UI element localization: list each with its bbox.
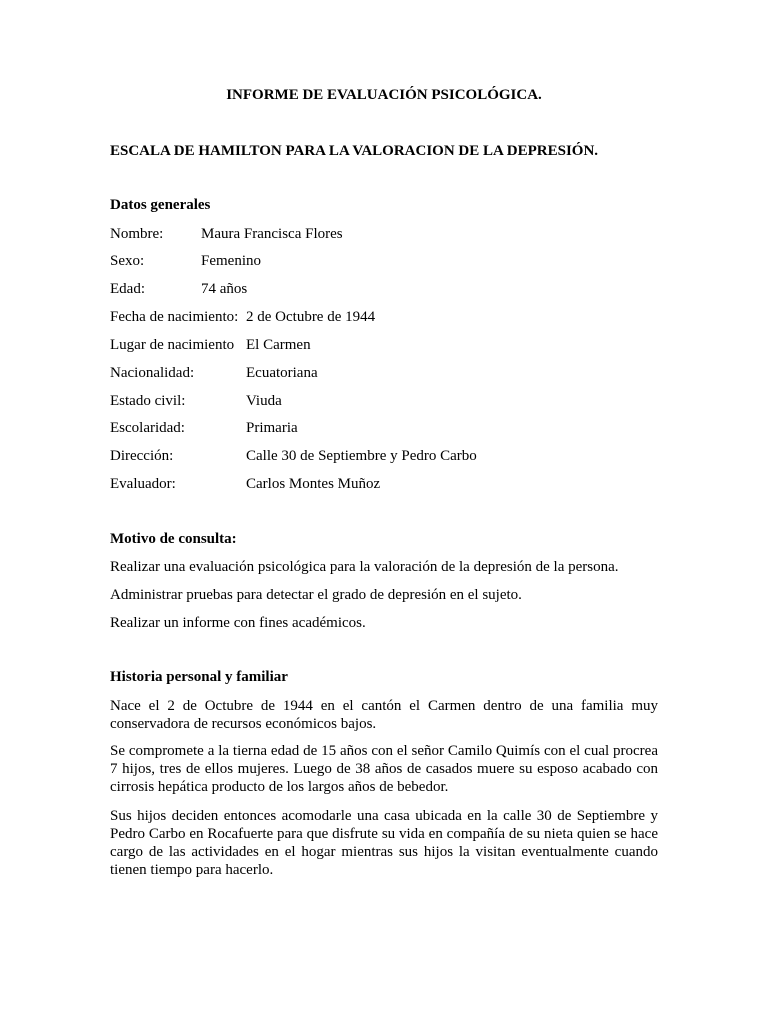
field-value-sexo: Femenino — [201, 253, 261, 269]
field-value-escolaridad: Primaria — [246, 420, 298, 436]
field-label-estado-civil: Estado civil: — [110, 393, 186, 409]
document-title: INFORME DE EVALUACIÓN PSICOLÓGICA. — [226, 87, 542, 103]
field-value-estado-civil: Viuda — [246, 393, 282, 409]
historia-paragraph: Se compromete a la tierna edad de 15 años con el señor Camilo Quimís con el cual procrea 7 hijos, tres de ellos mujeres. Luego de 38 años de casados muere su esposo acabado con cirrosis hepática producto de los largos años de bebedor. — [110, 743, 658, 795]
field-label-nacionalidad: Nacionalidad: — [110, 365, 195, 381]
historia-paragraph: Sus hijos deciden entonces acomodarle una casa ubicada en la calle 30 de Septiembre y Pedro Carbo en Rocafuerte para que disfrute su vida en compañía de su nieta quien se hace cargo de las actividades en el hogar mientras sus hijos la visitan eventualmente cuando tienen tiempo para hacerlo. — [110, 808, 658, 878]
motivo-line: Realizar un informe con fines académicos. — [110, 615, 366, 631]
field-value-fecha-nacimiento: 2 de Octubre de 1944 — [246, 309, 376, 325]
field-value-nacionalidad: Ecuatoriana — [246, 365, 318, 381]
section-heading-historia: Historia personal y familiar — [110, 669, 288, 685]
field-value-edad: 74 años — [201, 281, 248, 297]
field-value-evaluador: Carlos Montes Muñoz — [246, 476, 381, 492]
motivo-line: Realizar una evaluación psicológica para la valoración de la depresión de la persona. — [110, 559, 619, 575]
historia-paragraph: Nace el 2 de Octubre de 1944 en el cantón el Carmen dentro de una familia muy conservadora de recursos económicos bajos. — [110, 698, 658, 732]
field-label-fecha-nacimiento: Fecha de nacimiento: — [110, 309, 239, 325]
field-label-sexo: Sexo: — [110, 253, 145, 269]
field-value-direccion: Calle 30 de Septiembre y Pedro Carbo — [246, 448, 477, 464]
field-label-nombre: Nombre: — [110, 226, 164, 242]
field-label-evaluador: Evaluador: — [110, 476, 176, 492]
field-label-edad: Edad: — [110, 281, 145, 297]
field-value-nombre: Maura Francisca Flores — [201, 226, 343, 242]
document-subtitle: ESCALA DE HAMILTON PARA LA VALORACION DE LA DEPRESIÓN. — [110, 143, 599, 159]
section-heading-motivo-consulta: Motivo de consulta: — [110, 531, 237, 547]
field-label-escolaridad: Escolaridad: — [110, 420, 185, 436]
section-heading-datos-generales: Datos generales — [110, 197, 211, 213]
field-label-direccion: Dirección: — [110, 448, 174, 464]
field-value-lugar-nacimiento: El Carmen — [246, 337, 311, 353]
field-label-lugar-nacimiento: Lugar de nacimiento — [110, 337, 235, 353]
motivo-line: Administrar pruebas para detectar el grado de depresión en el sujeto. — [110, 587, 522, 603]
